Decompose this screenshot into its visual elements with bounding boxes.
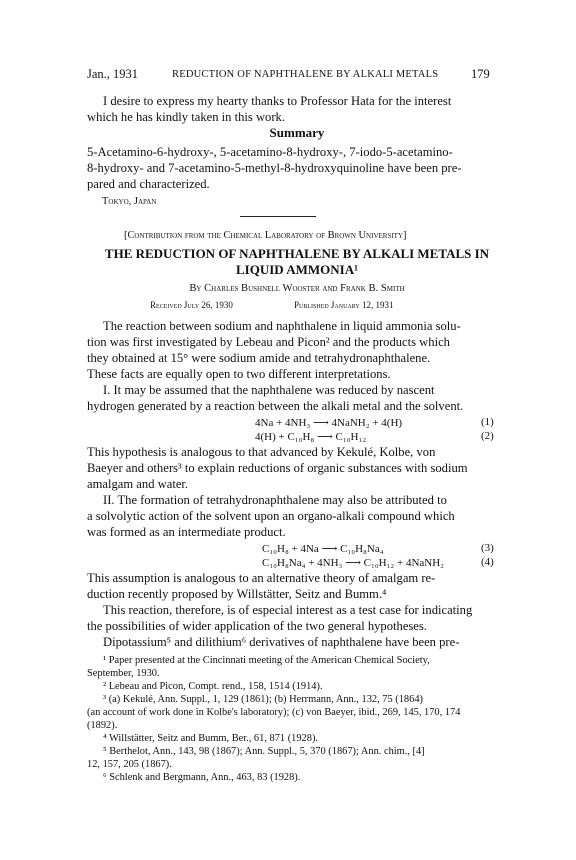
page-number: 179: [471, 67, 490, 81]
footnote-3: ³ (a) Kekulé, Ann. Suppl., 1, 129 (1861); (b) Herrmann, Ann., 132, 75 (1864): [103, 694, 423, 705]
body-paragraph-2: This hypothesis is analogous to that advanced by Kekulé, Kolbe, von Baeyer and others³ to explain reductions of organic substances with sodium amalgam and water. II. The formation of tetrahydronaphthalene may also be attributed to a solvolytic action of the solvent upon an organo-alkali compound which was formed as an intermediate product.: [87, 445, 468, 539]
article-title: THE REDUCTION OF NAPHTHALENE BY ALKALI METALS IN LIQUID AMMONIA¹: [104, 246, 490, 277]
summary-text: 5-Acetamino-6-hydroxy-, 5-acetamino-8-hydroxy-, 7-iodo-5-acetamino- 8-hydroxy- and 7-acetamino-5-methyl-8-hydroxyquinoline have been pre- pared and characterized.: [87, 145, 462, 191]
published-date: Published January 12, 1931: [294, 300, 394, 310]
authors: By Charles Bushnell Wooster and Frank B. Smith: [189, 283, 405, 294]
section-divider: [240, 216, 316, 217]
body-paragraph-1: The reaction between sodium and naphthalene in liquid ammonia solu- tion was first investigated by Lebeau and Picon² and the products which they obtained at 15° were sodium amide and tetrahydronaphthalene. These facts are equally open to two different interpretations. I. It may be assumed that the naphthalene was reduced by nascent hydrogen generated by a reaction between the alkali metal and the solvent.: [87, 319, 464, 413]
footnote-2: ² Lebeau and Picon, Compt. rend., 158, 1514 (1914).: [103, 681, 323, 692]
summary-heading: Summary: [269, 125, 325, 140]
equation-1: 4Na + 4NH₃ ⟶ 4NaNH₂ + 4(H): [255, 417, 403, 429]
location: Tokyo, Japan: [102, 196, 157, 207]
header-title: REDUCTION OF NAPHTHALENE BY ALKALI METALS: [172, 69, 439, 80]
footnote-1: ¹ Paper presented at the Cincinnati meeting of the American Chemical Society,: [103, 655, 430, 666]
received-date: Received July 26, 1930: [150, 300, 233, 310]
body-paragraph-3: This assumption is analogous to an alternative theory of amalgam re- duction recently proposed by Willstätter, Seitz and Bumm.⁴ This reaction, therefore, is of especial interest as a test case for indicating the possibilities of wider application of the two general hypotheses. Dipotassium⁵ and dilithium⁶ derivatives of naphthalene have been pre-: [87, 571, 473, 649]
equation-1-number: (1): [481, 416, 494, 428]
footnote-5: ⁵ Berthelot, Ann., 143, 98 (1867); Ann. Suppl., 5, 370 (1867); Ann. chim., [4]: [103, 746, 425, 757]
acknowledgement: I desire to express my hearty thanks to Professor Hata for the interest which he has kindly taken in this work.: [87, 94, 452, 124]
equation-4: C₁₀H₈Na₄ + 4NH₃ ⟶ C₁₀H₁₂ + 4NaNH₂: [262, 557, 445, 569]
contribution-line: [Contribution from the Chemical Laboratory of Brown University]: [124, 230, 407, 241]
footnotes: ¹ Paper presented at the Cincinnati meeting of the American Chemical Society, September, 1930. ² Lebeau and Picon, Compt. rend., 158, 1514 (1914). ³ (a) Kekulé, Ann. Suppl., 1, 129 (1861); (b) Herrmann, Ann., 132, 75 (1864) (an account of work done in Kolbe's laboratory); (c) von Baeyer, ibid., 269, 145, 170, 174 (1892). ⁴ Willstätter, Seitz and Bumm, Ber., 61, 871 (1928). ⁵ Berthelot, Ann., 143, 98 (1867); Ann. Suppl., 5, 370 (1867); Ann. chim., [4] 12, 157, 205 (1867). ⁶ Schlenk and Bergmann, Ann., 463, 83 (1928).: [87, 654, 507, 784]
equation-3-number: (3): [481, 542, 494, 554]
footnote-4: ⁴ Willstätter, Seitz and Bumm, Ber., 61, 871 (1928).: [103, 733, 319, 744]
equation-3: C₁₀H₈ + 4Na ⟶ C₁₀H₈Na₄: [262, 543, 384, 555]
equation-2: 4(H) + C₁₀H₈ ⟶ C₁₀H₁₂: [255, 431, 367, 443]
header-date: Jan., 1931: [87, 67, 139, 81]
equation-2-number: (2): [481, 430, 494, 442]
equation-4-number: (4): [481, 556, 494, 568]
footnote-6: ⁶ Schlenk and Bergmann, Ann., 463, 83 (1928).: [103, 772, 301, 783]
